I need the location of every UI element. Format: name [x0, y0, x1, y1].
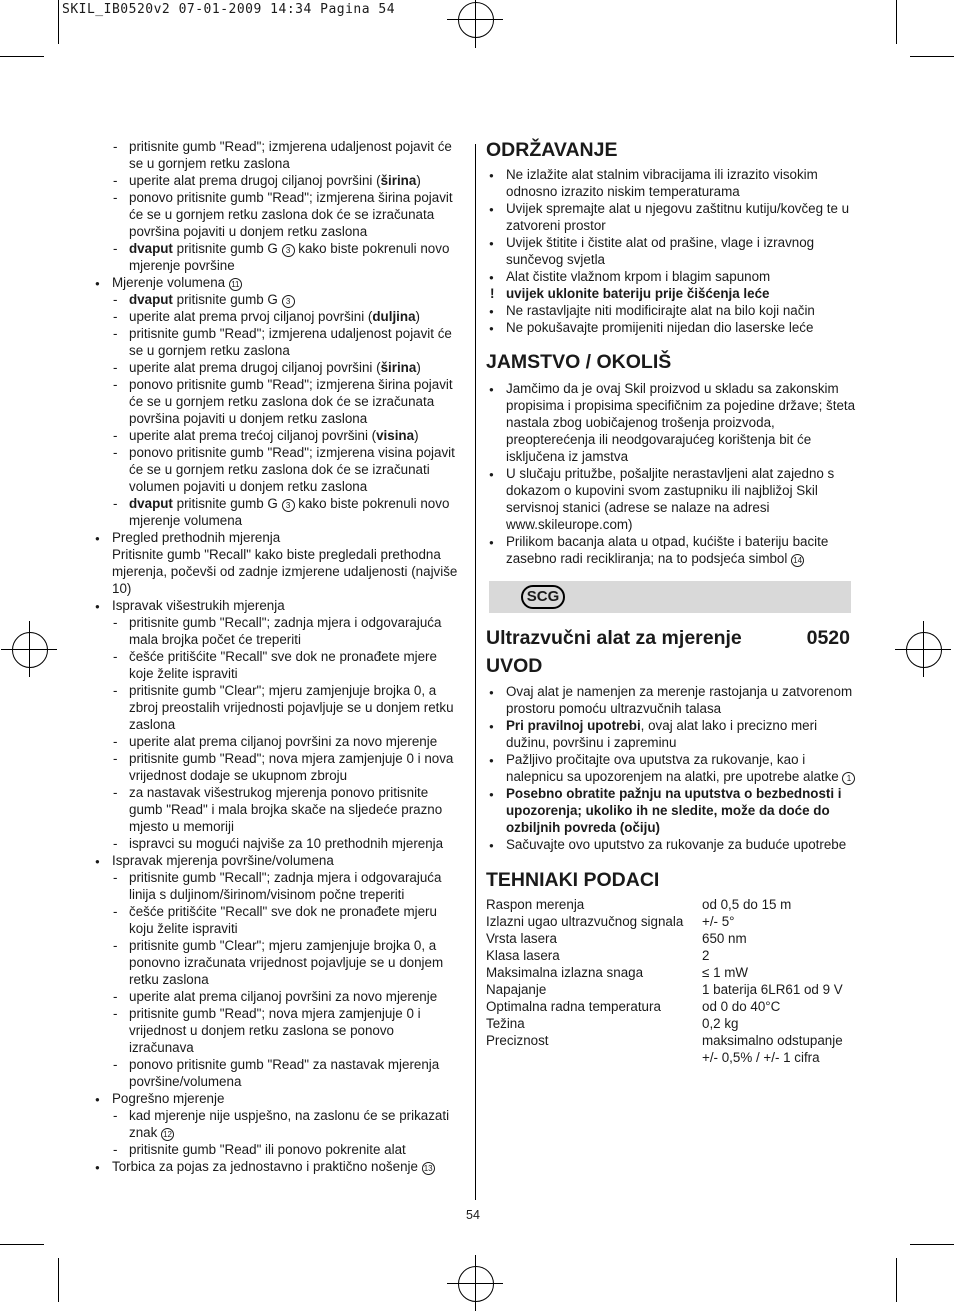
item-text: Mjerenje volumena	[112, 275, 229, 290]
dash-item	[92, 869, 462, 903]
spec-label: Optimalna radna temperatura	[486, 999, 661, 1014]
item-text: pritisnite gumb "Read"; nova mjera zamjenjuje 0 i nova vrijednost dodaje se ukupnom zbroju	[129, 751, 454, 783]
item-text: )	[414, 428, 419, 443]
item-text: Ne pokušavajte promijeniti nijedan dio laserske leće	[506, 320, 814, 335]
item-text: ispravci su mogući najviše za 10 prethodnih mjerenja	[129, 836, 444, 851]
crop-mark	[0, 1244, 44, 1245]
bullet-item	[92, 274, 462, 291]
item-text: , ovaj alat lako i precizno meri dužinu, površinu i zapreminu	[506, 718, 818, 750]
crop-mark	[896, 0, 897, 44]
product-heading	[486, 626, 850, 650]
item-text: ponovo pritisnite gumb "Read"; izmjerena širina pojavit će se u gornjem retku zaslona dok će se izračunata površina pojaviti u donjem retku zaslona	[129, 377, 453, 426]
crop-mark	[910, 56, 954, 57]
reference-number-icon: 1	[842, 772, 855, 785]
bullet-item	[486, 302, 856, 319]
dash-item	[92, 750, 462, 784]
crop-mark	[896, 1258, 897, 1302]
item-text: ponovo pritisnite gumb "Read"; izmjerena širina pojavit će se u gornjem retku zaslona dok će se izračunata površina pojaviti u donjem retku zaslona	[129, 190, 453, 239]
bullet-item	[92, 597, 462, 614]
item-text: uperite alat prema ciljanoj površini za novo mjerenje	[129, 734, 438, 749]
item-text: uperite alat prema ciljanoj površini za novo mjerenje	[129, 989, 438, 1004]
dash-item	[92, 495, 462, 529]
dash-item	[92, 291, 462, 308]
spec-value: ≤ 1 mW	[702, 965, 749, 980]
left-column	[92, 138, 462, 1175]
reference-number-icon: 12	[161, 1128, 174, 1141]
item-text: pritisnite gumb G	[172, 292, 282, 307]
dash-item	[92, 784, 462, 835]
dash-item	[92, 682, 462, 733]
spec-value: 1 baterija 6LR61 od 9 V	[702, 982, 843, 997]
crop-mark	[58, 1258, 59, 1302]
paragraph	[92, 546, 462, 597]
item-text: Ovaj alat je namenjen za merenje rastojanja u zatvorenom prostoru pomoću ultrazvučnih talasa	[506, 684, 853, 716]
item-text: Pažljivo pročitajte ova uputstva za rukovanje, kao i nalepnicu sa upozorenjem na alatki, pre upotrebe alatke	[506, 752, 843, 784]
item-text: pritisnite gumb "Read" ili ponovo pokrenite alat	[129, 1142, 406, 1157]
item-text: Pregled prethodnih mjerenja	[112, 530, 281, 545]
odrzavanje-list	[486, 166, 856, 336]
dash-item	[92, 444, 462, 495]
item-text: Ne rastavljajte niti modificirajte alat na bilo koji način	[506, 303, 815, 318]
bullet-item	[486, 683, 856, 717]
item-text: )	[416, 360, 421, 375]
page-number: 54	[466, 1208, 480, 1222]
section-title-jamstvo: JAMSTVO / OKOLIŠ	[486, 351, 672, 373]
spec-value: 650 nm	[702, 931, 747, 946]
bullet-item	[92, 529, 462, 546]
bullet-item	[486, 319, 856, 336]
item-text: uperite alat prema prvoj ciljanoj površini (	[129, 309, 373, 324]
reference-number-icon: 3	[282, 499, 295, 512]
item-text: U slučaju pritužbe, pošaljite nerastavljeni alat zajedno s dokazom o kupovini svom zastupniku ili najbližoj Skil servisnoj stanici (adrese se nalaze na adresi www.skileurope.com)	[506, 466, 835, 532]
item-text: Torbica za pojas za jednostavno i praktično nošenje	[112, 1159, 422, 1174]
dash-item	[92, 1005, 462, 1056]
crop-mark	[0, 56, 44, 57]
dash-item	[92, 376, 462, 427]
bullet-item	[92, 852, 462, 869]
column-divider	[475, 144, 476, 1200]
uvod-list	[486, 683, 856, 853]
item-text: Ne izlažite alat stalnim vibracijama ili izrazito visokim odnosno izrazito niskim temperaturama	[506, 167, 818, 199]
spec-label: Klasa lasera	[486, 948, 560, 963]
reference-number-icon: 11	[229, 278, 242, 291]
print-header: SKIL_IB0520v2 07-01-2009 14:34 Pagina 54	[62, 2, 396, 17]
bullet-item	[486, 166, 856, 200]
spec-label: Težina	[486, 1016, 525, 1031]
item-text: )	[416, 173, 421, 188]
dash-item	[92, 240, 462, 274]
dash-item	[92, 988, 462, 1005]
dash-item	[92, 1107, 462, 1141]
spec-value: maksimalno odstupanje +/- 0,5% / +/- 1 cifra	[702, 1033, 843, 1065]
item-text: pritisnite gumb "Recall"; zadnja mjera i odgovarajuća mala brojka počet će treperiti	[129, 615, 442, 647]
dash-item	[92, 325, 462, 359]
item-text: češće pritišćite "Recall" sve dok ne pronađete mjeru koju želite ispraviti	[129, 904, 437, 936]
item-text: Alat čistite vlažnom krpom i blagim sapunom	[506, 269, 771, 284]
item-text: uperite alat prema trećoj ciljanoj površini (	[129, 428, 377, 443]
crop-mark	[58, 0, 59, 44]
dash-item	[92, 359, 462, 376]
bullet-item	[486, 717, 856, 751]
bullet-item	[92, 1090, 462, 1107]
item-bold-text: visina	[376, 428, 415, 443]
item-text: Pritisnite gumb "Recall" kako biste pregledali prethodna mjerenja, počevši od zadnje izmjerene udaljenosti (najviše 10)	[112, 547, 458, 596]
item-text: Pogrešno mjerenje	[112, 1091, 225, 1106]
bullet-item	[486, 751, 856, 785]
bullet-item	[486, 836, 856, 853]
product-title: Ultrazvučni alat za mjerenje	[486, 627, 742, 649]
spec-label: Preciznost	[486, 1033, 549, 1048]
item-text: Prilikom bacanja alata u otpad, kućište i bateriju bacite zasebno radi recikliranja; na to podsjeća simbol	[506, 534, 829, 566]
item-text: pritisnite gumb "Clear"; mjeru zamjenjuje brojka 0, a zbroj preostalih vrijednosti pojavljuje se u donjem retku zaslona	[129, 683, 454, 732]
tech-data-table	[486, 896, 856, 1066]
spec-value: od 0 do 40°C	[702, 999, 781, 1014]
dash-item	[92, 648, 462, 682]
reference-number-icon: 13	[422, 1162, 435, 1175]
spec-value: 0,2 kg	[702, 1016, 739, 1031]
item-text: pritisnite gumb "Clear"; mjeru zamjenjuje brojka 0, a ponovno izračunata vrijednost pojavljuje se u donjem retku zaslona	[129, 938, 444, 987]
item-text: uperite alat prema drugoj ciljanoj površini (	[129, 360, 381, 375]
spec-value: +/- 5°	[702, 914, 735, 929]
item-bold-text: dvaput	[129, 496, 173, 511]
item-text: ponovo pritisnite gumb "Read"; izmjerena visina pojavit će se u gornjem retku zaslona dok će se izračunati volumen pojaviti u donjem retku zaslona	[129, 445, 455, 494]
item-text: kad mjerenje nije uspješno, na zaslonu će se prikazati znak	[129, 1108, 450, 1140]
item-text: pritisnite gumb "Read"; izmjerena udaljenost pojavit će se u gornjem retku zaslona	[129, 139, 452, 171]
bullet-item	[486, 465, 856, 533]
reference-number-icon: 3	[282, 295, 295, 308]
dash-item	[92, 1056, 462, 1090]
item-bold-text: Pri pravilnoj upotrebi	[506, 718, 641, 733]
product-model: 0520	[806, 627, 850, 649]
dash-item	[92, 614, 462, 648]
dash-item	[92, 189, 462, 240]
item-bold-text: dvaput	[129, 292, 173, 307]
bullet-item	[92, 1158, 462, 1175]
reference-number-icon: 14	[791, 554, 804, 567]
item-bold-text: dvaput	[129, 241, 173, 256]
right-column	[486, 138, 856, 567]
item-text: Uvijek spremajte alat u njegovu zaštitnu kutiju/kovčeg te u zatvoreni prostor	[506, 201, 850, 233]
item-text: uperite alat prema drugoj ciljanoj površini (	[129, 173, 381, 188]
item-text: za nastavak višestrukog mjerenja ponovo pritisnite gumb "Read" i mala brojka skače na sljedeće prazno mjesto u memoriji	[129, 785, 443, 834]
item-text: uvijek uklonite bateriju prije čišćenja leće	[506, 286, 770, 301]
item-text: Uvijek štitite i čistite alat od prašine, vlage i izravnog sunčevog svjetla	[506, 235, 815, 267]
section-title-uvod: UVOD	[486, 655, 543, 677]
bullet-item	[486, 380, 856, 465]
item-text: pritisnite gumb "Recall"; zadnja mjera i odgovarajuća linija s duljinom/širinom/visinom počne treperiti	[129, 870, 442, 902]
item-text: ponovo pritisnite gumb "Read" za nastavak mjerenja površine/volumena	[129, 1057, 440, 1089]
language-badge: SCG	[521, 585, 565, 609]
item-text: pritisnite gumb "Read"; izmjerena udaljenost pojavit će se u gornjem retku zaslona	[129, 326, 452, 358]
item-bold-text: širina	[380, 173, 417, 188]
item-text: češće pritišćite "Recall" sve dok ne pronađete mjere koje želite ispraviti	[129, 649, 437, 681]
dash-item	[92, 308, 462, 325]
item-text: Ispravak višestrukih mjerenja	[112, 598, 285, 613]
spec-label: Maksimalna izlazna snaga	[486, 965, 644, 980]
spec-value: od 0,5 do 15 m	[702, 897, 792, 912]
item-text: Jamčimo da je ovaj Skil proizvod u skladu sa zakonskim propisima i propisima specifičnim za pojedine države; šteta nastala zbog uobičajenog trošenja proizvoda, preopterećenja ili neodgovarajućeg korištenja bit će isključena iz jamstva	[506, 381, 856, 464]
right-column-lower	[486, 626, 856, 1066]
bullet-item	[486, 785, 856, 836]
reference-number-icon: 3	[282, 244, 295, 257]
crop-mark	[910, 1244, 954, 1245]
dash-item	[92, 835, 462, 852]
item-text: Sačuvajte ovo uputstvo za rukovanje za buduće upotrebe	[506, 837, 847, 852]
dash-item	[92, 427, 462, 444]
item-text: pritisnite gumb "Read"; nova mjera zamjenjuje 0 i vrijednost u donjem retku zaslona se ponovo izračunava	[129, 1006, 421, 1055]
dash-item	[92, 172, 462, 189]
item-text: pritisnite gumb G	[172, 241, 282, 256]
item-text: )	[415, 309, 420, 324]
dash-item	[92, 733, 462, 750]
dash-item	[92, 937, 462, 988]
section-title-tehnicki: TEHNIAKI PODACI	[486, 869, 660, 891]
dash-item	[92, 903, 462, 937]
bullet-item	[486, 533, 856, 567]
spec-label: Vrsta lasera	[486, 931, 557, 946]
section-title-odrzavanje: ODRŽAVANJE	[486, 139, 618, 161]
dash-item	[92, 138, 462, 172]
item-text: Ispravak mjerenja površine/volumena	[112, 853, 334, 868]
item-text: kako biste pokrenuli novo mjerenje volumena	[129, 496, 450, 528]
warning-item	[486, 285, 856, 302]
bullet-item	[486, 200, 856, 234]
bullet-item	[486, 234, 856, 268]
spec-label: Izlazni ugao ultrazvučnog signala	[486, 914, 684, 929]
dash-item	[92, 1141, 462, 1158]
item-bold-text: širina	[380, 360, 417, 375]
jamstvo-list	[486, 380, 856, 567]
item-text: kako biste pokrenuli novo mjerenje površine	[129, 241, 450, 273]
item-text: pritisnite gumb G	[172, 496, 282, 511]
item-bold-text: duljina	[372, 309, 416, 324]
bullet-item	[486, 268, 856, 285]
language-bar	[489, 581, 851, 613]
item-bold-text: Posebno obratite pažnju na uputstva o bezbednosti i upozorenja; ukoliko ih ne sledite, može da doće do ozbiljnih povreda (očiju)	[506, 786, 842, 835]
spec-label: Raspon merenja	[486, 897, 585, 912]
spec-label: Napajanje	[486, 982, 547, 997]
spec-value: 2	[702, 948, 710, 963]
